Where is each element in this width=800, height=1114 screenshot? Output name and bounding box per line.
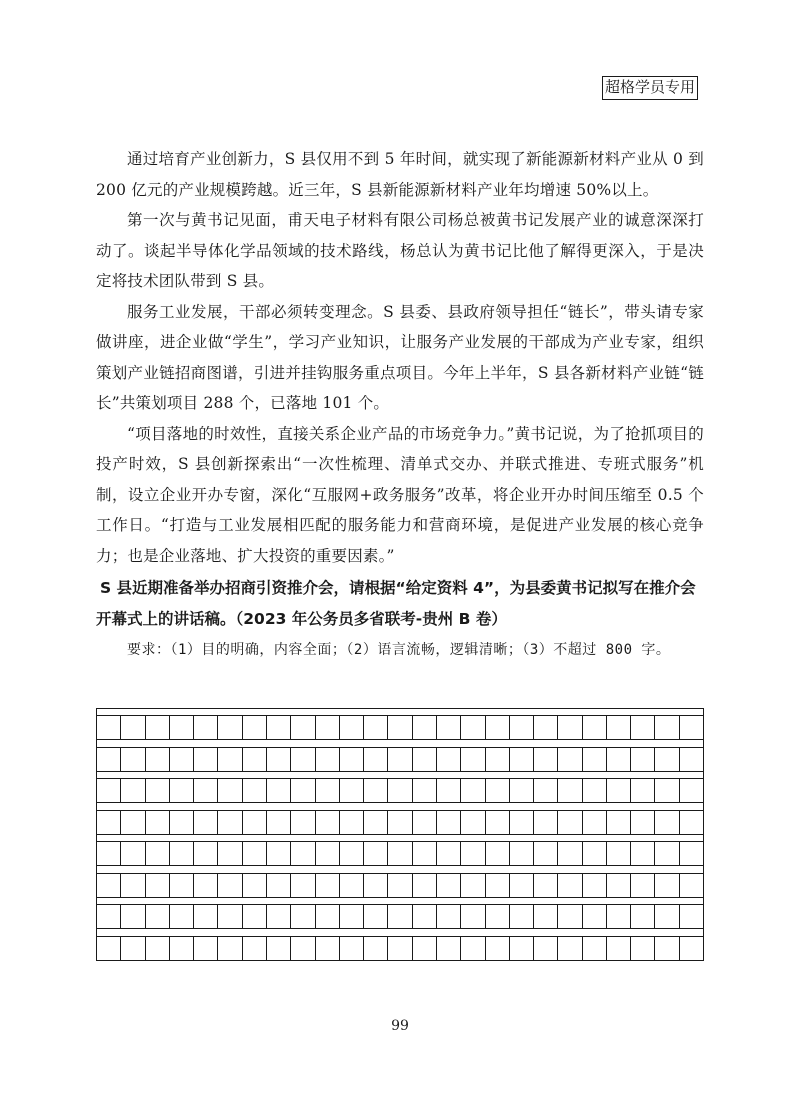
paragraph-4: “项目落地的时效性，直接关系企业产品的市场竞争力。”黄书记说，为了抢抓项目的投产时效，S 县创新探索出“一次性梳理、清单式交办、并联式推进、专班式服务”机制，设立企业开办专窗，深化“互服网+政务服务”改革，将企业开办时间压缩至 0.5 个工作日。“打造与工业发展相匹配的服务能力和营商环境，是促进产业发展的核心竞争力；也是企业落地、扩大投资的重要因素。” <box>96 424 704 565</box>
grid-cell[interactable] <box>340 905 364 928</box>
grid-cell[interactable] <box>534 905 558 928</box>
grid-cell[interactable] <box>388 716 412 739</box>
grid-cell[interactable] <box>194 905 218 928</box>
grid-cell[interactable] <box>607 937 631 960</box>
grid-cell[interactable] <box>534 716 558 739</box>
grid-cell[interactable] <box>121 937 145 960</box>
grid-cell[interactable] <box>388 905 412 928</box>
grid-cell[interactable] <box>486 779 510 802</box>
grid-cell[interactable] <box>486 716 510 739</box>
grid-cell[interactable] <box>558 811 582 834</box>
grid-cell[interactable] <box>170 811 194 834</box>
grid-cell[interactable] <box>510 779 534 802</box>
grid-cell[interactable] <box>680 937 703 960</box>
student-only-badge: 超格学员专用 <box>602 76 698 100</box>
grid-cell[interactable] <box>461 779 485 802</box>
grid-cell[interactable] <box>267 842 291 865</box>
grid-cell[interactable] <box>364 905 388 928</box>
grid-cell[interactable] <box>267 874 291 897</box>
grid-cell[interactable] <box>388 937 412 960</box>
grid-cell[interactable] <box>194 874 218 897</box>
grid-cell[interactable] <box>218 716 242 739</box>
answer-grid[interactable] <box>96 708 704 961</box>
grid-cell[interactable] <box>510 874 534 897</box>
grid-cell[interactable] <box>437 905 461 928</box>
paragraph-3: 服务工业发展，干部必须转变理念。S 县委、县政府领导担任“链长”，带头请专家做讲座，进企业做“学生”，学习产业知识，让服务产业发展的干部成为产业专家，组织策划产业链招商图谱，引进并挂钩服务重点项目。今年上半年，S 县各新材料产业链“链长”共策划项目 288 个，已落地 101 个。 <box>96 302 704 412</box>
grid-spacer <box>96 928 704 937</box>
grid-cell[interactable] <box>194 779 218 802</box>
grid-cell[interactable] <box>461 716 485 739</box>
grid-cell[interactable] <box>194 811 218 834</box>
grid-cell[interactable] <box>388 842 412 865</box>
grid-cell[interactable] <box>97 905 121 928</box>
grid-cell[interactable] <box>170 874 194 897</box>
grid-cell[interactable] <box>510 842 534 865</box>
grid-cell[interactable] <box>97 716 121 739</box>
grid-cell[interactable] <box>486 748 510 771</box>
grid-cell[interactable] <box>316 779 340 802</box>
grid-cell[interactable] <box>340 748 364 771</box>
grid-cell[interactable] <box>340 716 364 739</box>
grid-cell[interactable] <box>413 716 437 739</box>
grid-cell[interactable] <box>267 748 291 771</box>
grid-cell[interactable] <box>655 874 679 897</box>
grid-cell[interactable] <box>680 874 703 897</box>
grid-cell[interactable] <box>267 716 291 739</box>
grid-cell[interactable] <box>194 716 218 739</box>
grid-cell[interactable] <box>655 716 679 739</box>
grid-cell[interactable] <box>655 748 679 771</box>
grid-cell[interactable] <box>170 937 194 960</box>
grid-cell[interactable] <box>558 937 582 960</box>
grid-cell[interactable] <box>607 905 631 928</box>
grid-spacer <box>96 739 704 748</box>
grid-cell[interactable] <box>364 779 388 802</box>
grid-cell[interactable] <box>437 748 461 771</box>
grid-spacer <box>96 834 704 843</box>
grid-cell[interactable] <box>194 842 218 865</box>
grid-cell[interactable] <box>316 874 340 897</box>
grid-cell[interactable] <box>413 811 437 834</box>
grid-row <box>96 842 704 865</box>
grid-cell[interactable] <box>218 811 242 834</box>
grid-cell[interactable] <box>194 937 218 960</box>
grid-cell[interactable] <box>121 779 145 802</box>
grid-cell[interactable] <box>97 748 121 771</box>
grid-cell[interactable] <box>146 874 170 897</box>
grid-cell[interactable] <box>583 874 607 897</box>
grid-cell[interactable] <box>583 779 607 802</box>
grid-cell[interactable] <box>170 748 194 771</box>
grid-cell[interactable] <box>121 874 145 897</box>
grid-cell[interactable] <box>413 842 437 865</box>
grid-cell[interactable] <box>631 874 655 897</box>
grid-cell[interactable] <box>340 842 364 865</box>
question-prompt: S 县近期准备举办招商引资推介会，请根据“给定资料 4”，为县委黄书记拟写在推介会开幕式上的讲话稿。（2023 年公务员多省联考-贵州 B 卷） <box>96 579 696 628</box>
grid-cell[interactable] <box>486 937 510 960</box>
grid-cell[interactable] <box>583 811 607 834</box>
grid-cell[interactable] <box>121 811 145 834</box>
grid-cell[interactable] <box>510 937 534 960</box>
grid-cell[interactable] <box>97 779 121 802</box>
grid-cell[interactable] <box>631 811 655 834</box>
grid-cell[interactable] <box>461 937 485 960</box>
grid-cell[interactable] <box>461 811 485 834</box>
grid-cell[interactable] <box>146 748 170 771</box>
grid-cell[interactable] <box>340 874 364 897</box>
grid-cell[interactable] <box>631 937 655 960</box>
grid-cell[interactable] <box>631 905 655 928</box>
grid-cell[interactable] <box>655 842 679 865</box>
grid-cell[interactable] <box>170 779 194 802</box>
grid-cell[interactable] <box>170 716 194 739</box>
grid-cell[interactable] <box>534 748 558 771</box>
grid-cell[interactable] <box>316 937 340 960</box>
grid-cell[interactable] <box>218 779 242 802</box>
grid-cell[interactable] <box>583 716 607 739</box>
grid-cell[interactable] <box>97 842 121 865</box>
grid-spacer <box>96 897 704 906</box>
grid-cell[interactable] <box>510 811 534 834</box>
grid-cell[interactable] <box>558 905 582 928</box>
grid-cell[interactable] <box>413 779 437 802</box>
grid-cell[interactable] <box>267 905 291 928</box>
grid-cell[interactable] <box>461 748 485 771</box>
grid-cell[interactable] <box>510 905 534 928</box>
grid-cell[interactable] <box>97 937 121 960</box>
grid-cell[interactable] <box>316 716 340 739</box>
grid-cell[interactable] <box>437 811 461 834</box>
grid-cell[interactable] <box>267 811 291 834</box>
grid-spacer <box>96 771 704 780</box>
paragraph-1: 通过培育产业创新力，S 县仅用不到 5 年时间，就实现了新能源新材料产业从 0 到 200 亿元的产业规模跨越。近三年，S 县新能源新材料产业年均增速 50%以上。 <box>96 150 704 199</box>
grid-cell[interactable] <box>218 905 242 928</box>
grid-cell[interactable] <box>680 905 703 928</box>
grid-cell[interactable] <box>364 937 388 960</box>
grid-cell[interactable] <box>340 811 364 834</box>
grid-cell[interactable] <box>558 874 582 897</box>
grid-cell[interactable] <box>170 842 194 865</box>
grid-cell[interactable] <box>291 905 315 928</box>
grid-cell[interactable] <box>655 811 679 834</box>
grid-cell[interactable] <box>437 779 461 802</box>
grid-cell[interactable] <box>655 779 679 802</box>
grid-cell[interactable] <box>388 779 412 802</box>
grid-cell[interactable] <box>388 748 412 771</box>
grid-spacer <box>96 865 704 874</box>
grid-cell[interactable] <box>194 748 218 771</box>
grid-cell[interactable] <box>97 811 121 834</box>
grid-cell[interactable] <box>607 748 631 771</box>
material-content <box>96 144 704 662</box>
grid-cell[interactable] <box>680 842 703 865</box>
grid-cell[interactable] <box>340 937 364 960</box>
paragraph-2: 第一次与黄书记见面，甫天电子材料有限公司杨总被黄书记发展产业的诚意深深打动了。谈起半导体化学品领域的技术路线，杨总认为黄书记比他了解得更深入，于是决定将技术团队带到 S 县。 <box>96 211 704 290</box>
grid-cell[interactable] <box>146 905 170 928</box>
grid-spacer <box>96 708 704 716</box>
grid-cell[interactable] <box>534 874 558 897</box>
grid-row <box>96 905 704 928</box>
grid-cell[interactable] <box>413 874 437 897</box>
grid-cell[interactable] <box>316 905 340 928</box>
grid-cell[interactable] <box>243 842 267 865</box>
grid-cell[interactable] <box>291 716 315 739</box>
grid-cell[interactable] <box>680 779 703 802</box>
grid-cell[interactable] <box>437 716 461 739</box>
grid-cell[interactable] <box>243 937 267 960</box>
grid-cell[interactable] <box>146 779 170 802</box>
grid-cell[interactable] <box>340 779 364 802</box>
grid-cell[interactable] <box>364 811 388 834</box>
grid-cell[interactable] <box>607 842 631 865</box>
grid-cell[interactable] <box>558 716 582 739</box>
grid-cell[interactable] <box>437 874 461 897</box>
grid-cell[interactable] <box>243 874 267 897</box>
page-number: 99 <box>391 1018 409 1034</box>
grid-cell[interactable] <box>388 874 412 897</box>
grid-cell[interactable] <box>364 874 388 897</box>
grid-cell[interactable] <box>121 716 145 739</box>
grid-cell[interactable] <box>146 937 170 960</box>
grid-cell[interactable] <box>291 874 315 897</box>
grid-cell[interactable] <box>631 716 655 739</box>
grid-cell[interactable] <box>388 811 412 834</box>
grid-cell[interactable] <box>583 748 607 771</box>
grid-cell[interactable] <box>316 748 340 771</box>
grid-cell[interactable] <box>218 748 242 771</box>
grid-cell[interactable] <box>170 905 194 928</box>
grid-cell[interactable] <box>631 842 655 865</box>
grid-bottom-border <box>96 960 704 962</box>
grid-cell[interactable] <box>558 748 582 771</box>
grid-cell[interactable] <box>631 779 655 802</box>
grid-cell[interactable] <box>558 779 582 802</box>
grid-cell[interactable] <box>316 842 340 865</box>
grid-cell[interactable] <box>534 842 558 865</box>
grid-cell[interactable] <box>534 779 558 802</box>
grid-cell[interactable] <box>680 811 703 834</box>
grid-cell[interactable] <box>486 811 510 834</box>
grid-cell[interactable] <box>146 716 170 739</box>
grid-row <box>96 937 704 960</box>
grid-cell[interactable] <box>583 842 607 865</box>
grid-cell[interactable] <box>413 748 437 771</box>
grid-cell[interactable] <box>631 748 655 771</box>
grid-cell[interactable] <box>243 811 267 834</box>
grid-cell[interactable] <box>680 716 703 739</box>
grid-cell[interactable] <box>486 905 510 928</box>
grid-cell[interactable] <box>291 842 315 865</box>
grid-cell[interactable] <box>121 748 145 771</box>
grid-cell[interactable] <box>243 905 267 928</box>
grid-cell[interactable] <box>243 748 267 771</box>
grid-cell[interactable] <box>510 748 534 771</box>
grid-cell[interactable] <box>267 779 291 802</box>
grid-cell[interactable] <box>413 905 437 928</box>
grid-cell[interactable] <box>534 811 558 834</box>
grid-cell[interactable] <box>218 842 242 865</box>
grid-cell[interactable] <box>680 748 703 771</box>
grid-row <box>96 779 704 802</box>
grid-cell[interactable] <box>655 937 679 960</box>
grid-cell[interactable] <box>607 874 631 897</box>
grid-cell[interactable] <box>218 937 242 960</box>
grid-cell[interactable] <box>607 811 631 834</box>
grid-cell[interactable] <box>243 779 267 802</box>
grid-cell[interactable] <box>291 748 315 771</box>
grid-cell[interactable] <box>97 874 121 897</box>
grid-cell[interactable] <box>461 842 485 865</box>
grid-cell[interactable] <box>121 842 145 865</box>
grid-spacer <box>96 802 704 811</box>
grid-cell[interactable] <box>583 937 607 960</box>
answer-requirements: 要求：（1）目的明确，内容全面；（2）语言流畅，逻辑清晰；（3）不超过 800 字。 <box>127 642 671 658</box>
grid-cell[interactable] <box>461 874 485 897</box>
grid-cell[interactable] <box>534 937 558 960</box>
grid-cell[interactable] <box>146 842 170 865</box>
grid-cell[interactable] <box>510 716 534 739</box>
grid-cell[interactable] <box>364 842 388 865</box>
grid-cell[interactable] <box>437 842 461 865</box>
grid-cell[interactable] <box>267 937 291 960</box>
grid-cell[interactable] <box>364 716 388 739</box>
grid-cell[interactable] <box>291 811 315 834</box>
grid-cell[interactable] <box>121 905 145 928</box>
grid-cell[interactable] <box>486 842 510 865</box>
grid-cell[interactable] <box>607 716 631 739</box>
grid-cell[interactable] <box>218 874 242 897</box>
grid-cell[interactable] <box>437 937 461 960</box>
grid-row <box>96 811 704 834</box>
grid-cell[interactable] <box>607 779 631 802</box>
grid-cell[interactable] <box>291 779 315 802</box>
grid-cell[interactable] <box>413 937 437 960</box>
grid-cell[interactable] <box>364 748 388 771</box>
grid-cell[interactable] <box>583 905 607 928</box>
grid-cell[interactable] <box>461 905 485 928</box>
grid-cell[interactable] <box>316 811 340 834</box>
grid-row <box>96 748 704 771</box>
grid-cell[interactable] <box>146 811 170 834</box>
grid-cell[interactable] <box>655 905 679 928</box>
grid-row <box>96 874 704 897</box>
grid-cell[interactable] <box>558 842 582 865</box>
grid-cell[interactable] <box>486 874 510 897</box>
grid-cell[interactable] <box>291 937 315 960</box>
grid-cell[interactable] <box>243 716 267 739</box>
grid-row <box>96 716 704 739</box>
